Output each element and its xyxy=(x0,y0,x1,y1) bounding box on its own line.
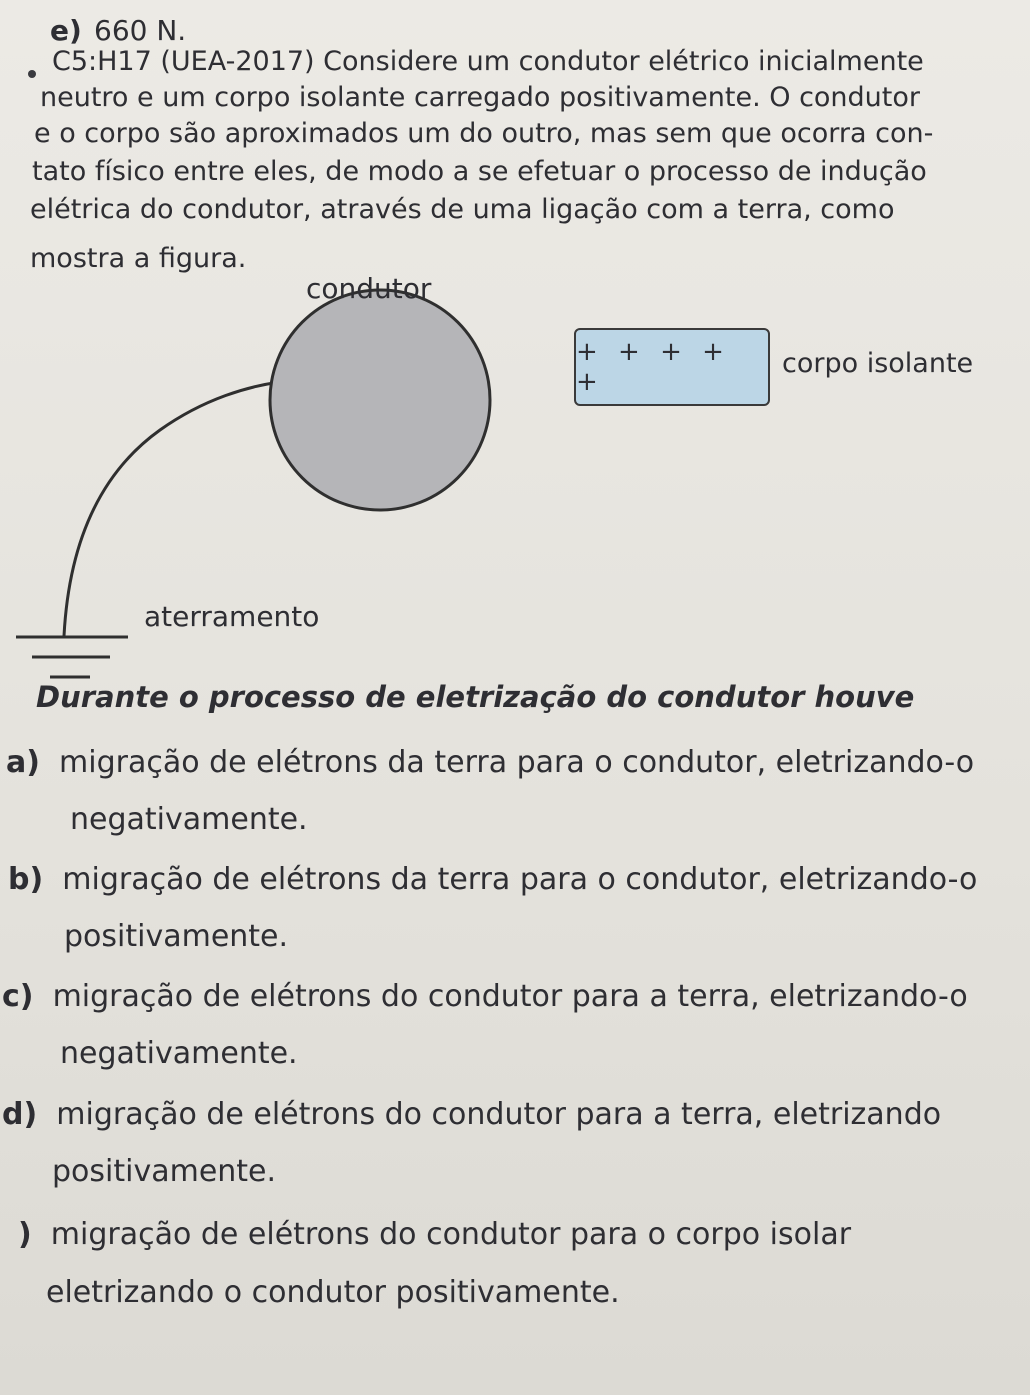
conductor-sphere xyxy=(270,290,490,510)
option-a[interactable] xyxy=(6,745,974,780)
option-text: migração de elétrons da terra para o condutor, eletrizando-o xyxy=(59,745,975,780)
option-letter: e) xyxy=(50,14,82,47)
option-e[interactable] xyxy=(18,1217,851,1252)
positive-charges: + + + + + xyxy=(576,337,730,397)
question-line-4: tato físico entre eles, de modo a se efetuar o processo de indução xyxy=(32,156,927,187)
option-d-continuation: positivamente. xyxy=(52,1154,277,1189)
question-line-6: mostra a figura. xyxy=(30,243,247,274)
conductor-label: condutor xyxy=(306,272,432,305)
insulator-body xyxy=(574,328,770,406)
question-line-5: elétrica do condutor, através de uma ligação com a terra, como xyxy=(30,194,895,225)
option-text: 660 N. xyxy=(94,14,187,47)
option-b[interactable] xyxy=(8,862,977,897)
option-b-continuation: positivamente. xyxy=(64,919,289,954)
option-c-continuation: negativamente. xyxy=(60,1036,298,1071)
question-line-1: C5:H17 (UEA-2017) Considere um condutor elétrico inicialmente xyxy=(52,46,924,77)
option-letter: ) xyxy=(18,1217,32,1252)
option-text: migração de elétrons do condutor para a terra, eletrizando-o xyxy=(52,979,968,1014)
question-line-3: e o corpo são aproximados um do outro, mas sem que ocorra con- xyxy=(34,118,934,149)
question-stem: Durante o processo de eletrização do condutor houve xyxy=(36,680,915,714)
ground-wire xyxy=(64,382,280,636)
option-d[interactable] xyxy=(2,1097,941,1132)
option-letter: a) xyxy=(6,745,40,780)
option-letter: b) xyxy=(8,862,44,897)
induction-figure xyxy=(0,260,1030,700)
option-letter: c) xyxy=(2,979,34,1014)
insulator-label: corpo isolante xyxy=(782,348,974,379)
option-letter: d) xyxy=(2,1097,38,1132)
induction-diagram xyxy=(0,260,1030,700)
question-bullet-icon xyxy=(28,70,36,78)
question-line-2: neutro e um corpo isolante carregado positivamente. O condutor xyxy=(40,82,921,113)
option-text: migração de elétrons do condutor para a terra, eletrizando xyxy=(56,1097,942,1132)
option-text: migração de elétrons do condutor para o corpo isolar xyxy=(50,1217,852,1252)
ground-label: aterramento xyxy=(144,600,320,633)
previous-option-e xyxy=(50,14,186,47)
option-text: migração de elétrons da terra para o condutor, eletrizando-o xyxy=(62,862,978,897)
option-c[interactable] xyxy=(2,979,968,1014)
option-a-continuation: negativamente. xyxy=(70,802,308,837)
option-e-continuation: eletrizando o condutor positivamente. xyxy=(46,1275,620,1310)
